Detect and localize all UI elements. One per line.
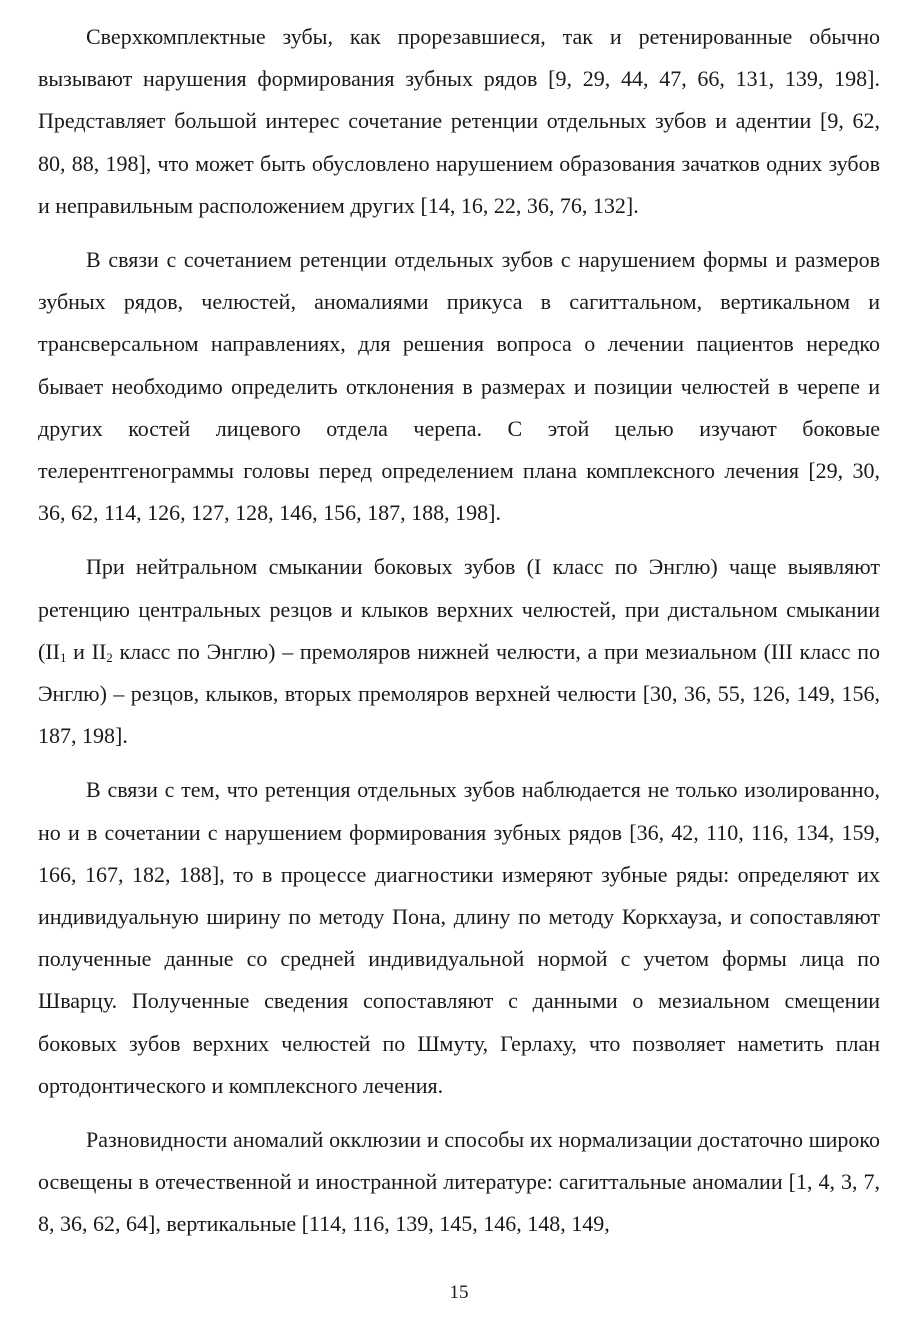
page-number: 15	[449, 1282, 469, 1303]
text-segment: При нейтральном смыкании боковых зубов (I класс по Энглю) чаще выявляют ретенцию центральных резцов и клыков верхних челюстей, при дистальном смыкании (II	[38, 554, 880, 664]
paragraph-occlusion-anomalies: Разновидности аномалий окклюзии и способы их нормализации достаточно широко освещены в отечественной и иностранной литературе: сагиттальные аномалии [1, 4, 3, 7, 8, 36, 62, 64], вертикальные [114, 116, 139, 145, 146, 148, 149,	[38, 1127, 880, 1237]
subscript: 2	[106, 649, 113, 665]
paragraph-dental-arch-measurement: В связи с тем, что ретенция отдельных зубов наблюдается не только изолированно, но и в сочетании с нарушением формирования зубных рядов [36, 42, 110, 116, 134, 159, 166, 167, 182, 188], то в процессе диагностики измеряют зубные ряды: определяют их индивидуальную ширину по методу Пона, длину по методу Коркхауза, и сопоставляют полученные данные со средней индивидуальной нормой с учетом формы лица по Шварцу. Полученные сведения сопоставляют с данными о мезиальном смещении боковых зубов верхних челюстей по Шмуту, Герлаху, что позволяет наметить план ортодонтического и комплексного лечения.	[38, 777, 880, 1098]
paragraph-supernumerary-teeth: Сверхкомплектные зубы, как прорезавшиеся, так и ретенированные обычно вызывают нарушения формирования зубных рядов [9, 29, 44, 47, 66, 131, 139, 198]. Представляет большой интерес сочетание ретенции отдельных зубов и адентии [9, 62, 80, 88, 198], что может быть обусловлено нарушением образования зачатков одних зубов и неправильным расположением других [14, 16, 22, 36, 76, 132].	[38, 24, 880, 218]
paragraph-cephalometry: В связи с сочетанием ретенции отдельных зубов с нарушением формы и размеров зубных рядов, челюстей, аномалиями прикуса в сагиттальном, вертикальном и трансверсальном направлениях, для решения вопроса о лечении пациентов нередко бывает необходимо определить отклонения в размерах и позиции челюстей в черепе и других костей лицевого отдела черепа. С этой целью изучают боковые телерентгенограммы головы перед определением плана комплексного лечения [29, 30, 36, 62, 114, 126, 127, 128, 146, 156, 187, 188, 198].	[38, 247, 880, 526]
document-page	[38, 16, 880, 1258]
text-segment: класс по Энглю) – премоляров нижней челюсти, а при мезиальном (III класс по Энглю) – резцов, клыков, вторых премоляров верхней челюсти [30, 36, 55, 126, 149, 156, 187, 198].	[38, 638, 880, 749]
text-segment: и II	[66, 638, 107, 664]
paragraph-angle-classes	[38, 546, 880, 757]
subscript: 1	[59, 649, 67, 665]
